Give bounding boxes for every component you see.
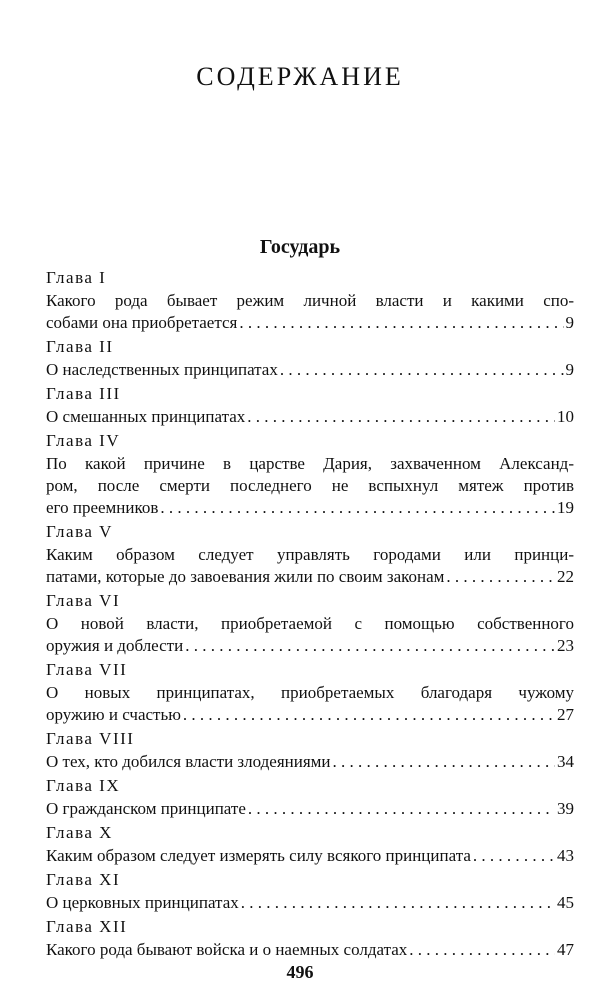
chapter-label: Глава VI (46, 591, 121, 610)
chapter-title (46, 798, 574, 820)
chapter-label: Глава II (46, 337, 114, 356)
page-number: 496 (286, 962, 314, 982)
toc-entry (46, 267, 574, 334)
toc-page-number: 10 (557, 407, 574, 426)
chapter-title-line: По какой причине в царстве Дария, захваченном Александ- (46, 454, 574, 473)
section-title: Государь (259, 236, 341, 258)
chapter-title-text: О церковных принципатах (46, 893, 239, 912)
chapter-title-last-line (46, 497, 574, 519)
toc-page-number: 9 (565, 360, 574, 379)
chapter-title-last-line (46, 566, 574, 588)
chapter-title (46, 359, 574, 381)
chapter-title-text: О тех, кто добился власти злодеяниями (46, 752, 331, 771)
chapter-title-text: оружию и счастью (46, 705, 181, 724)
dot-leader (160, 497, 555, 519)
chapter-title-line: ром, после смерти последнего не вспыхнул мятеж против (46, 476, 574, 495)
toc-entry (46, 383, 574, 428)
chapter-title (46, 544, 574, 588)
toc-page-number: 27 (557, 705, 574, 724)
chapter-title-last-line (46, 406, 574, 428)
chapter-label: Глава X (46, 823, 113, 842)
chapter-label: Глава IX (46, 776, 121, 795)
toc-entry (46, 336, 574, 381)
chapter-label: Глава VIII (46, 729, 135, 748)
dot-leader (446, 566, 555, 588)
chapter-title-text: собами она приобретается (46, 313, 238, 332)
chapter-title (46, 613, 574, 657)
chapter-title-text: О гражданском принципате (46, 799, 246, 818)
chapter-title-text: его преемников (46, 498, 159, 517)
dot-leader (185, 635, 555, 657)
chapter-label: Глава IV (46, 431, 121, 450)
toc-entry (46, 916, 574, 961)
dot-leader (183, 704, 555, 726)
chapter-title-text: О смешанных принципатах (46, 407, 246, 426)
chapter-label: Глава V (46, 522, 113, 541)
chapter-title (46, 406, 574, 428)
dot-leader (247, 406, 555, 428)
dot-leader (241, 892, 555, 914)
chapter-label: Глава I (46, 268, 107, 287)
toc-page-number: 47 (557, 940, 574, 959)
chapter-title (46, 290, 574, 334)
chapter-title-line: О новых принципатах, приобретаемых благодаря чужому (46, 683, 574, 702)
dot-leader (473, 845, 555, 867)
chapter-title-last-line (46, 359, 574, 381)
chapter-label: Глава XII (46, 917, 128, 936)
dot-leader (280, 359, 564, 381)
toc-entry (46, 430, 574, 519)
toc-page-number: 43 (557, 846, 574, 865)
chapter-title-line: О новой власти, приобретаемой с помощью собственного (46, 614, 574, 633)
toc-page-number: 39 (557, 799, 574, 818)
chapter-title-last-line (46, 845, 574, 867)
toc-entry (46, 869, 574, 914)
toc-page-number: 34 (557, 752, 574, 771)
chapter-title-last-line (46, 892, 574, 914)
chapter-label: Глава III (46, 384, 121, 403)
page-heading: СОДЕРЖАНИЕ (196, 62, 404, 91)
chapter-title-text: Какого рода бывают войска и о наемных солдатах (46, 940, 408, 959)
toc-page-number: 22 (557, 567, 574, 586)
chapter-title-last-line (46, 798, 574, 820)
chapter-title (46, 682, 574, 726)
toc-entry (46, 659, 574, 726)
chapter-title-last-line (46, 312, 574, 334)
chapter-title (46, 939, 574, 961)
chapter-title-last-line (46, 635, 574, 657)
chapter-title (46, 845, 574, 867)
chapter-title (46, 453, 574, 519)
chapter-title-text: оружия и доблести (46, 636, 184, 655)
chapter-title-last-line (46, 939, 574, 961)
toc-entry (46, 822, 574, 867)
chapter-title (46, 892, 574, 914)
chapter-title-last-line (46, 751, 574, 773)
toc-entry (46, 590, 574, 657)
dot-leader (333, 751, 555, 773)
dot-leader (409, 939, 555, 961)
toc-page-number: 45 (557, 893, 574, 912)
chapter-title-line: Каким образом следует управлять городами или принци- (46, 545, 574, 564)
chapter-title (46, 751, 574, 773)
chapter-label: Глава VII (46, 660, 128, 679)
chapter-label: Глава XI (46, 870, 121, 889)
toc-page-number: 19 (557, 498, 574, 517)
toc-page-number: 23 (557, 636, 574, 655)
toc-page-number: 9 (565, 313, 574, 332)
chapter-title-text: Каким образом следует измерять силу всякого принципата (46, 846, 471, 865)
chapter-title-line: Какого рода бывает режим личной власти и какими спо- (46, 291, 574, 310)
table-of-contents (46, 267, 574, 961)
toc-entry (46, 521, 574, 588)
dot-leader (239, 312, 563, 334)
dot-leader (248, 798, 555, 820)
toc-entry (46, 728, 574, 773)
chapter-title-text: патами, которые до завоевания жили по своим законам (46, 567, 445, 586)
chapter-title-text: О наследственных принципатах (46, 360, 278, 379)
toc-entry (46, 775, 574, 820)
chapter-title-last-line (46, 704, 574, 726)
